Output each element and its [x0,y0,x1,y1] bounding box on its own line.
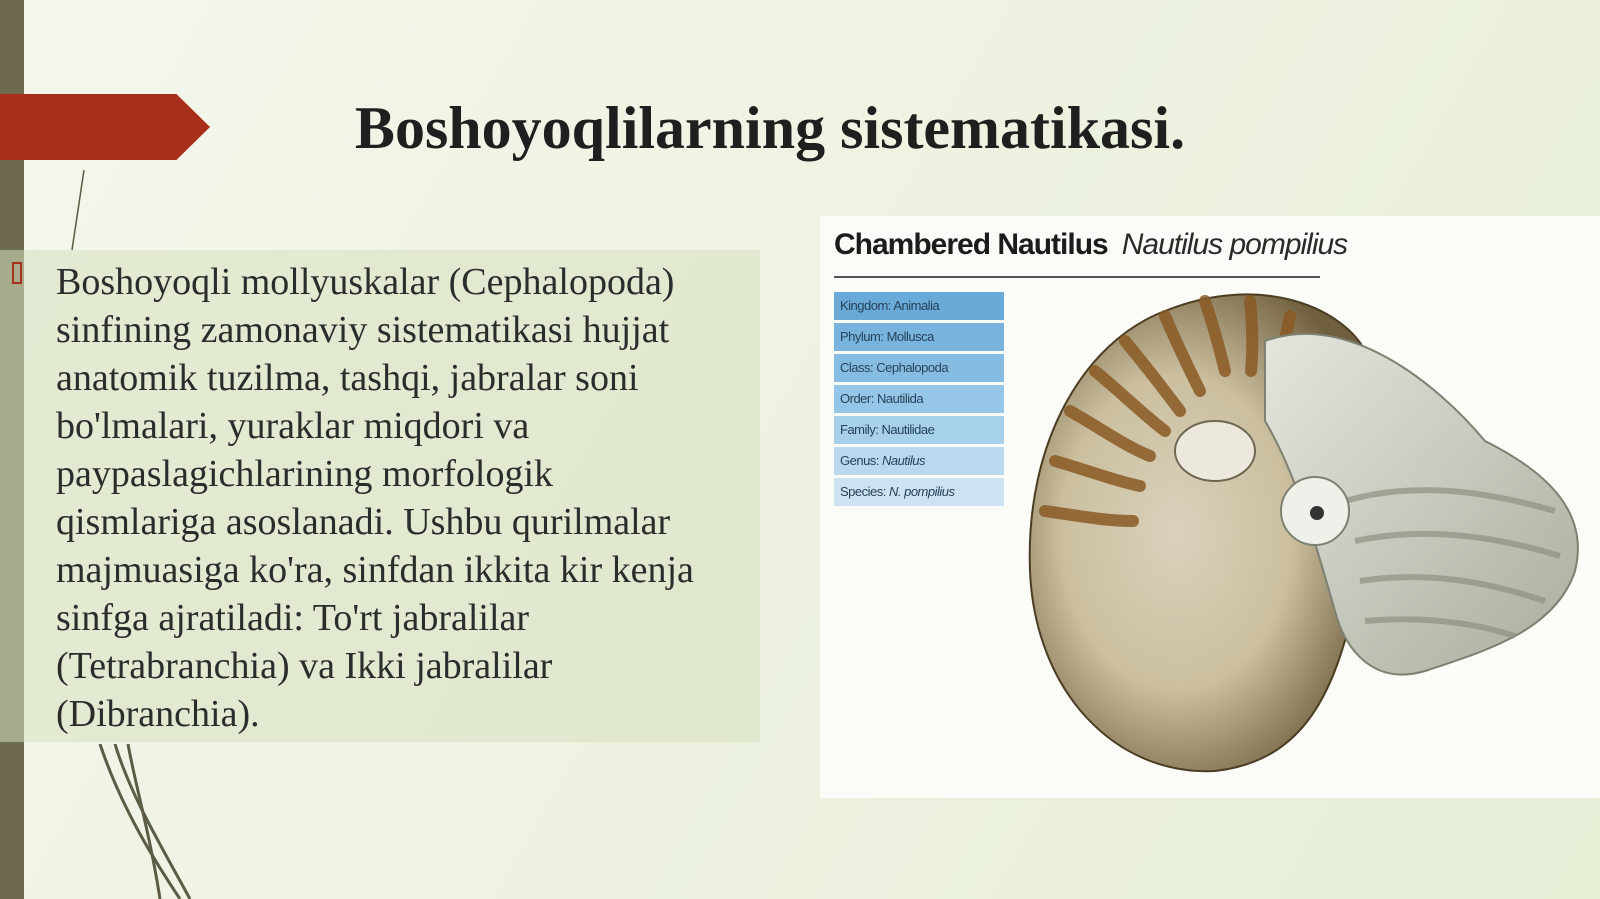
taxonomy-rank: Species: [840,484,889,499]
paragraph-line: Boshoyoqli mollyuskalar (Cephalopoda) [56,261,675,303]
taxonomy-row [834,385,1004,413]
paragraph-line: sinfining zamonaviy sistematikasi hujjat [56,309,670,351]
taxonomy-value: Animalia [893,298,940,313]
taxonomy-rank: Order: [840,391,877,406]
paragraph-line: (Tetrabranchia) va Ikki jabralilar [56,645,553,687]
taxonomy-rank: Phylum: [840,329,887,344]
taxonomy-value: Nautilus [882,453,925,468]
taxonomy-row [834,416,1004,444]
taxonomy-row [834,323,1004,351]
slide-title: Boshoyoqlilarning sistematikasi. [354,95,1186,161]
taxonomy-row [834,292,1004,320]
figure-scientific-name: Nautilus pompilius [1121,228,1348,261]
taxonomy-value: Nautilida [876,391,924,406]
taxonomy-table [834,292,1004,509]
grass-branch-decoration [90,744,210,899]
taxonomy-value: Cephalopoda [876,360,949,375]
thin-stem-decoration [0,0,100,260]
taxonomy-row [834,478,1004,506]
paragraph-line: majmuasiga ko'ra, sinfdan ikkita kir kenja [56,549,694,591]
taxonomy-value: N. pompilius [888,484,955,499]
taxonomy-row [834,354,1004,382]
nautilus-illustration [1015,271,1595,781]
nautilus-figure [820,216,1600,798]
figure-title [834,228,1347,262]
shell-umbilicus [1175,421,1255,481]
paragraph-line: anatomik tuzilma, tashqi, jabralar soni [56,357,639,399]
taxonomy-rank: Kingdom: [840,298,894,313]
taxonomy-rank: Family: [840,422,882,437]
paragraph-line: sinfga ajratiladi: To'rt jabralilar [56,597,530,639]
paragraph-line: bo'lmalari, yuraklar miqdori va [56,405,530,447]
taxonomy-value: Mollusca [886,329,934,344]
taxonomy-value: Nautilidae [881,422,935,437]
taxonomy-row [834,447,1004,475]
paragraph-line: paypaslagichlarining morfologik [56,453,554,495]
paragraph-line: qismlariga asoslanadi. Ushbu qurilmalar [56,501,671,543]
taxonomy-rank: Class: [840,360,877,375]
taxonomy-rank: Genus: [840,453,883,468]
figure-common-name: Chambered Nautilus [834,228,1108,261]
bullet-square-icon [12,262,22,284]
body-paragraph [56,258,736,738]
paragraph-line: (Dibranchia). [56,693,260,735]
